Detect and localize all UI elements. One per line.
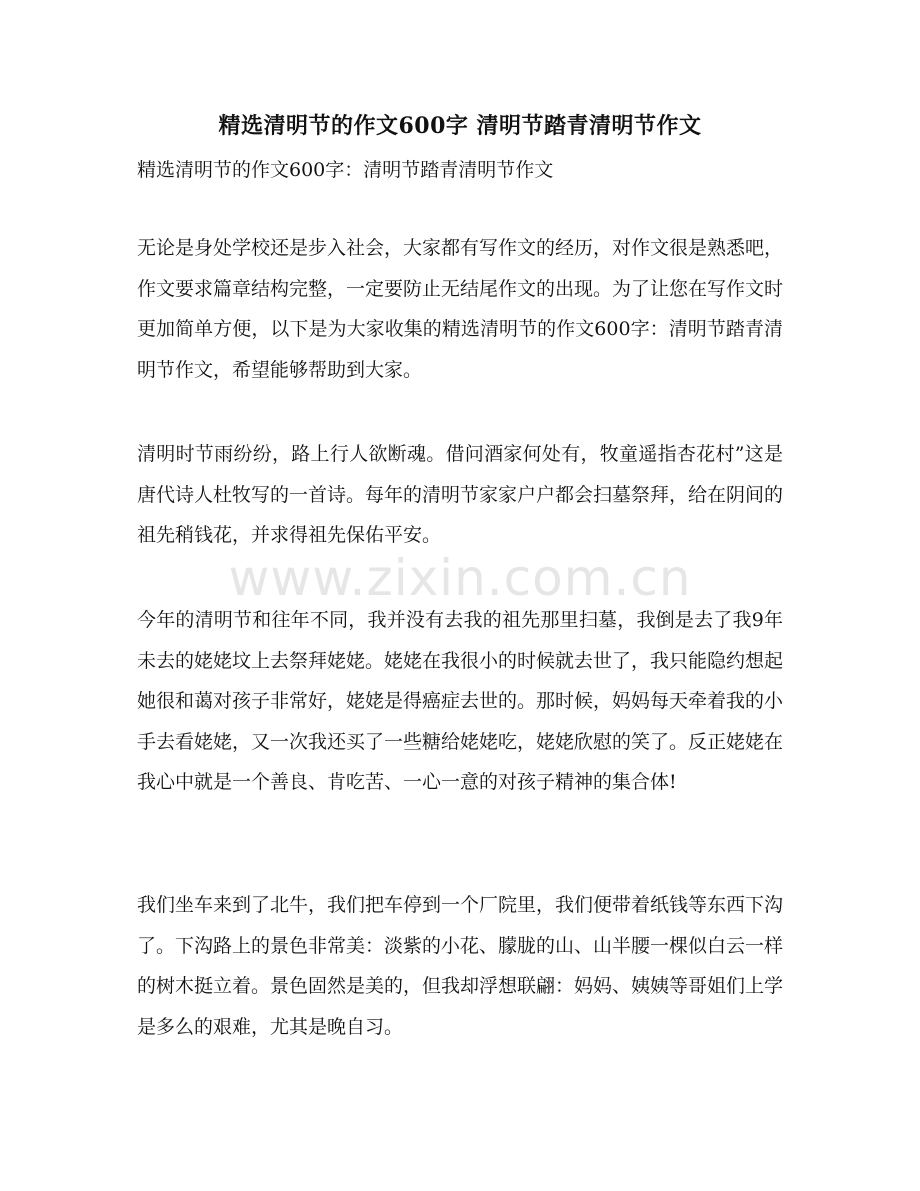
paragraph-intro: 无论是身处学校还是步入社会，大家都有写作文的经历，对作文很是熟悉吧，作文要求篇章结构完整，一定要防止无结尾作文的出现。为了让您在写作文时更加简单方便，以下是为大家收集的精选清明节的作文600字：清明节踏青清明节作文，希望能够帮助到大家。	[137, 237, 784, 381]
document-title: 精选清明节的作文600字 清明节踏青清明节作文	[218, 113, 702, 139]
document-subtitle: 精选清明节的作文600字：清明节踏青清明节作文	[137, 159, 554, 181]
watermark: www.zixin.com.cn	[228, 549, 692, 607]
paragraph-grandmother: 今年的清明节和往年不同，我并没有去我的祖先那里扫墓，我倒是去了我9年未去的姥姥坟上去祭拜姥姥。姥姥在我很小的时候就去世了，我只能隐约想起她很和蔼对孩子非常好，姥姥是得癌症去世的。那时候，妈妈每天牵着我的小手去看姥姥，又一次我还买了一些糖给姥姥吃，姥姥欣慰的笑了。反正姥姥在我心中就是一个善良、肯吃苦、一心一意的对孩子精神的集合体!	[137, 609, 784, 793]
paragraph-poem: 清明时节雨纷纷，路上行人欲断魂。借问酒家何处有，牧童遥指杏花村”这是唐代诗人杜牧写的一首诗。每年的清明节家家户户都会扫墓祭拜，给在阴间的祖先稍钱花，并求得祖先保佑平安。	[137, 443, 784, 546]
paragraph-journey: 我们坐车来到了北牛，我们把车停到一个厂院里，我们便带着纸钱等东西下沟了。下沟路上的景色非常美：淡紫的小花、朦胧的山、山半腰一棵似白云一样的树木挺立着。景色固然是美的，但我却浮想联翩：妈妈、姨姨等哥姐们上学是多么的艰难，尤其是晚自习。	[137, 894, 784, 1038]
